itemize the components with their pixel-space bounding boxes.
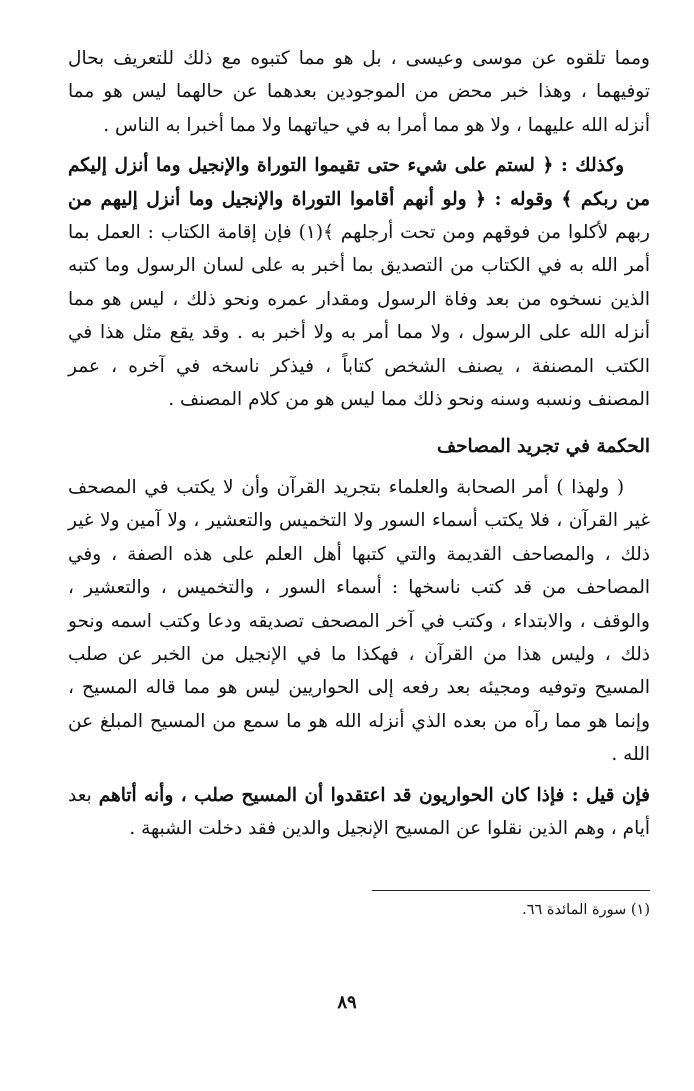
footnote: (١) سورة المائدة ٦٦. [522, 902, 650, 918]
text-line: وسنه ونحو ذلك مما ليس هو من كلام المصنف . [168, 389, 530, 411]
text-line: ذلك ، والمصاحف القديمة والتي كتبها أهل العلم على هذه الصفة ، وفي [68, 543, 650, 565]
paragraph-4 [68, 779, 650, 846]
text-line: على الرسول ، ولا مما أمر به ولا أخبر به . وقد يقع مثل هذا في الكتب [68, 322, 650, 377]
text-line: وهذا خبر محض من الموجودين بعدهما عن حالهما ليس هو مما أنزله الله عليهما ، [68, 81, 650, 136]
page-number: ٨٩ [337, 992, 357, 1013]
text-line: وكذلك : ﴿ لستم على شيء حتى تقيموا التوراة والإنجيل وما أنزل إليكم [68, 155, 625, 177]
text-line: ومما تلقوه عن موسى وعيسى ، بل هو مما كتبوه مع ذلك للتعريف بحال توفيهما ، [68, 48, 651, 103]
paragraph-2 [68, 149, 650, 416]
main-text [68, 42, 650, 845]
text-line: المصاحف من قد كتب ناسخها : أسماء السور ، والتخميس ، والتعشير ، [68, 577, 650, 599]
text-line: ذلك ، وليس هذا من القرآن ، فهكذا ما في الإنجيل من الخبر عن صلب [68, 643, 650, 665]
text-line: ربهم لأكلوا من فوقهم ومن تحت أرجلهم ﴾(١) فإن إقامة الكتاب : العمل بما أمر [68, 222, 650, 277]
paragraph-1 [68, 42, 650, 142]
text-line: غير القرآن ، فلا يكتب أسماء السور ولا التخميس والتعشير ، ولا آمين ولا غير [68, 510, 650, 532]
paragraph-3 [68, 471, 650, 772]
text-line: من ربكم ﴾ وقوله : ﴿ ولو أنهم أقاموا التوراة والإنجيل وما أنزل إليهم من [68, 188, 650, 210]
text-line: فإن قيل : فإذا كان الحواريون قد اعتقدوا أن المسيح صلب ، وأنه أتاهم [98, 784, 650, 806]
text-line: بعد أيام ، وهم الذين نقلوا عن المسيح الإنجيل والدين فقد دخلت الشبهة . [68, 784, 650, 839]
text-line: نسخوه من بعد وفاة الرسول ومقدار عمره ونحو ذلك ، ليس هو مما أنزله الله [68, 288, 650, 344]
text-line: الله به في الكتاب من التصديق بما أخبر به على لسان الرسول وما كتبه الذين [68, 255, 650, 310]
text-line: ( ولهذا ) أمر الصحابة والعلماء بتجريد القرآن وأن لا يكتب في المصحف [68, 476, 625, 498]
footnote-divider [372, 890, 650, 891]
text-line: ولا هو مما أمرا به في حياتهما ولا مما أخبرا به الناس . [103, 114, 511, 136]
text-line: مما رآه من بعده الذي أنزله الله هو ما سمع من المسيح المبلغ عن الله . [68, 710, 650, 766]
text-line: والوقف ، والابتداء ، وكتب في آخر المصحف تصديقه ودعا وكتب اسمه ونحو [68, 610, 650, 632]
section-heading: الحكمة في تجريد المصاحف [436, 436, 650, 458]
text-line: المصنفة ، يصنف الشخص كتاباً ، فيذكر ناسخه في آخره ، عمر المصنف ونسبه [68, 355, 650, 411]
text-line: المسيح وتوفيه ومجيئه بعد رفعه إلى الحواريين ليس هو مما قاله المسيح ، وإنما هو [68, 677, 651, 732]
